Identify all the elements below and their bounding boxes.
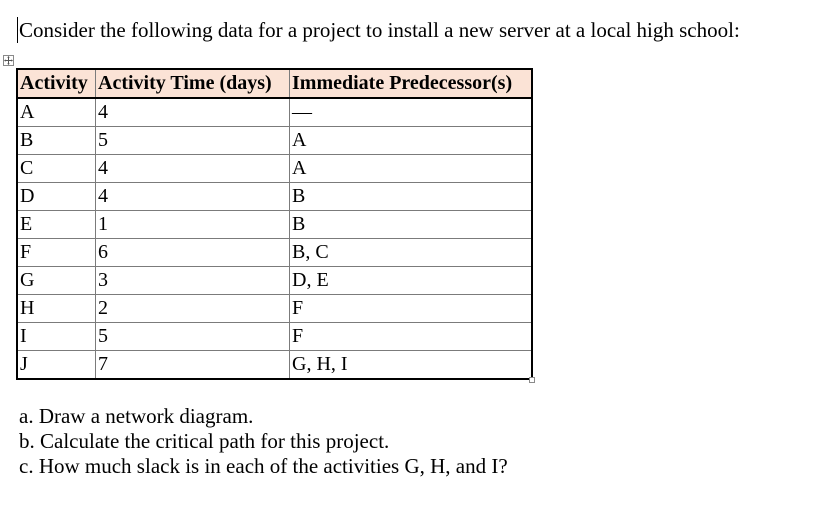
cell-activity: E: [17, 211, 96, 239]
table-resize-handle[interactable]: [529, 377, 535, 383]
table-header-row: [17, 69, 532, 98]
cell-activity: B: [17, 127, 96, 155]
header-predecessors: Immediate Predecessor(s): [290, 69, 533, 98]
cell-time: 1: [96, 211, 290, 239]
cell-activity: G: [17, 267, 96, 295]
question-b: b. Calculate the critical path for this project.: [19, 429, 390, 453]
table-row: [17, 98, 532, 127]
table-row: [17, 351, 532, 380]
cell-predecessors: G, H, I: [290, 351, 533, 380]
cell-activity: C: [17, 155, 96, 183]
table-row: [17, 155, 532, 183]
question-a: a. Draw a network diagram.: [19, 404, 254, 428]
cell-activity: A: [17, 98, 96, 127]
cell-predecessors: —: [290, 98, 533, 127]
text-cursor: [17, 17, 18, 43]
header-activity: Activity: [17, 69, 96, 98]
activity-table: [16, 68, 533, 380]
table-row: [17, 127, 532, 155]
question-list: [19, 404, 508, 479]
cell-time: 4: [96, 155, 290, 183]
cell-activity: I: [17, 323, 96, 351]
table-row: [17, 211, 532, 239]
cell-activity: D: [17, 183, 96, 211]
cell-time: 3: [96, 267, 290, 295]
cell-time: 4: [96, 183, 290, 211]
cell-predecessors: B: [290, 183, 533, 211]
cell-predecessors: A: [290, 155, 533, 183]
cell-time: 5: [96, 127, 290, 155]
cell-predecessors: F: [290, 295, 533, 323]
cell-activity: H: [17, 295, 96, 323]
cell-time: 5: [96, 323, 290, 351]
cell-predecessors: A: [290, 127, 533, 155]
table-move-handle[interactable]: [3, 55, 14, 66]
header-activity-time: Activity Time (days): [96, 69, 290, 98]
table-row: [17, 267, 532, 295]
intro-text: Consider the following data for a project to install a new server at a local high school:: [19, 18, 740, 42]
cell-predecessors: B: [290, 211, 533, 239]
cell-time: 6: [96, 239, 290, 267]
table-row: [17, 183, 532, 211]
cell-time: 4: [96, 98, 290, 127]
table-row: [17, 295, 532, 323]
table-row: [17, 323, 532, 351]
cell-activity: J: [17, 351, 96, 380]
question-c: c. How much slack is in each of the activities G, H, and I?: [19, 454, 508, 478]
move-cross-icon: [4, 56, 13, 65]
cell-activity: F: [17, 239, 96, 267]
cell-time: 2: [96, 295, 290, 323]
cell-time: 7: [96, 351, 290, 380]
cell-predecessors: F: [290, 323, 533, 351]
cell-predecessors: D, E: [290, 267, 533, 295]
cell-predecessors: B, C: [290, 239, 533, 267]
table-row: [17, 239, 532, 267]
